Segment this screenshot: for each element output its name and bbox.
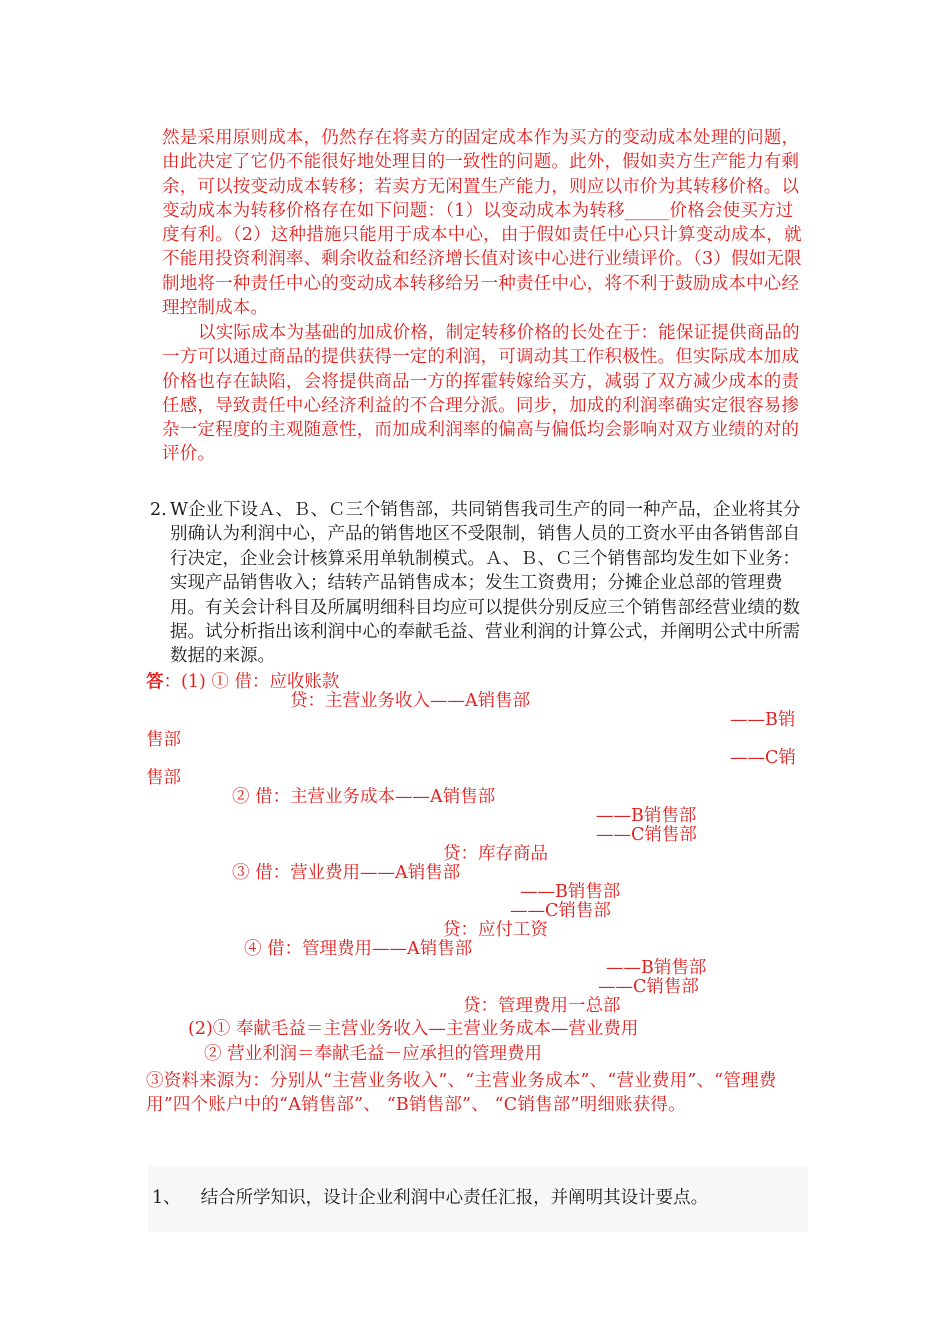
question-3-number: 1、: [152, 1188, 181, 1208]
answer-line-21: ③资料来源为：分别从“主营业务收入”、“主营业务成本”、“营业费用”、“管理费用”四个账户中的“A销售部”、 “B销售部”、 “C销售部”明细账获得。: [146, 1071, 777, 1116]
answer-line-9: ——C销售部: [596, 825, 697, 845]
answer-line-4: 售部: [146, 730, 181, 750]
answer-line-16: ——B销售部: [606, 958, 707, 978]
answer-line-12: ——B销售部: [520, 882, 621, 902]
answer-line-8: ——B销售部: [596, 806, 697, 826]
question-number: 2.: [150, 500, 167, 520]
question-3-text: 结合所学知识，设计企业利润中心责任汇报，并阐明其设计要点。: [200, 1188, 709, 1208]
paragraph-cost-plus: 以实际成本为基础的加成价格，制定转移价格的长处在于：能保证提供商品的一方可以通过商品的提供获得一定的利润，可调动其工作积极性。但实际成本加成价格也存在缺陷，会将提供商品一方的挥霍转嫁给买方，减弱了双方减少成本的责任感，导致责任中心经济利益的不合理分派。同步，加成的利润率确实定很容易掺杂一定程度的主观随意性，而加成利润率的偏高与偏低均会影响对双方业绩的对的评价。: [162, 323, 800, 465]
answer-line-10: 贷：库存商品: [443, 844, 548, 864]
answer-line-1: [146, 672, 339, 692]
answer-line-11: ③ 借：营业费用——A销售部: [232, 863, 461, 883]
paragraph-variable-cost: 然是采用原则成本，仍然存在将卖方的固定成本作为买方的变动成本处理的问题，由此决定了它仍不能很好地处理目的一致性的问题。此外，假如卖方生产能力有剩余，可以按变动成本转移；若卖方无闲置生产能力，则应以市价为其转移价格。以变动成本为转移价格存在如下问题：（1）以变动成本为转移_____价格会使买方过度有利。（2）这种措施只能用于成本中心，由于假如责任中心只计算变动成本，就不能用投资利润率、剩余收益和经济增长值对该中心进行业绩评价。（3）假如无限制地将一种责任中心的变动成本转移给另一种责任中心，将不利于鼓励成本中心经理控制成本。: [162, 128, 802, 319]
answer-line-15: ④ 借：管理费用——A销售部: [244, 939, 473, 959]
answer-line-2: 贷：主营业务收入——A销售部: [290, 691, 531, 711]
answer-line-13: ——C销售部: [510, 901, 611, 921]
answer-line-3: ——B销: [730, 710, 796, 730]
answer-line-20: ② 营业利润＝奉献毛益－应承担的管理费用: [204, 1044, 543, 1064]
question-2: [150, 498, 810, 669]
answer-line-14: 贷：应付工资: [443, 920, 548, 940]
question-text: W企业下设Ａ、Ｂ、Ｃ三个销售部，共同销售我司生产的同一种产品，企业将其分别确认为利润中心，产品的销售地区不受限制，销售人员的工资水平由各销售部自行决定，企业会计核算采用单轨制模式。Ａ、Ｂ、Ｃ三个销售部均发生如下业务：实现产品销售收入；结转产品销售成本；发生工资费用；分摊企业总部的管理费用。有关会计科目及所属明细科目均应可以提供分别反应三个销售部经营业绩的数据。试分析指出该利润中心的奉献毛益、营业利润的计算公式，并阐明公式中所需数据的来源。: [170, 500, 801, 667]
answer-line-17: ——C销售部: [598, 977, 699, 997]
answer-line-18: 贷：管理费用一总部: [463, 996, 621, 1016]
answer-label: 答: [146, 672, 164, 692]
answer-text: ：(1) ① 借：应收账款: [163, 672, 340, 692]
answer-line-6: 售部: [146, 768, 181, 788]
answer-line-7: ② 借：主营业务成本——A销售部: [232, 787, 496, 807]
answer-line-19: (2)① 奉献毛益＝主营业务收入—主营业务成本—营业费用: [188, 1019, 639, 1039]
answer-line-5: ——C销: [730, 748, 796, 768]
question-3: [152, 1186, 708, 1210]
